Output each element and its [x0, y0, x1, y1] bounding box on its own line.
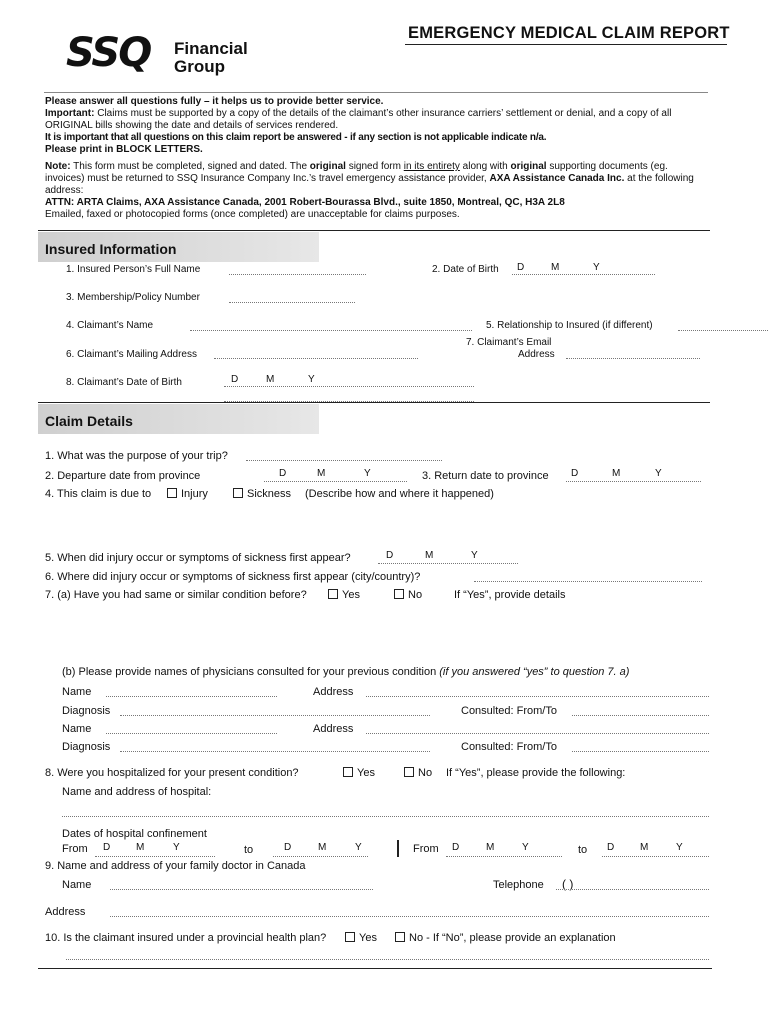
- sickness-note: (Describe how and where it happened): [305, 488, 494, 500]
- intro-print: Please print in BLOCK LETTERS.: [45, 144, 203, 155]
- relationship-field[interactable]: [678, 330, 768, 331]
- q-insured-name-label: 1. Insured Person’s Full Name: [66, 264, 201, 275]
- title-underline: [405, 44, 727, 45]
- first-appear-d: D: [386, 550, 394, 561]
- claimant-dob-d: D: [231, 374, 239, 385]
- same-condition-yes-box[interactable]: [328, 589, 338, 599]
- q-claimant-dob-label: 8. Claimant’s Date of Birth: [66, 377, 182, 388]
- logo-financial: Financial: [174, 39, 248, 58]
- confinement-to2-d: D: [607, 842, 615, 853]
- q-policy-label: 3. Membership/Policy Number: [66, 292, 200, 303]
- physician2-name-label: Name: [62, 723, 92, 735]
- confinement-from1-y: Y: [173, 842, 180, 853]
- provincial-no[interactable]: [395, 932, 616, 944]
- telephone-parens: ( ): [562, 877, 574, 891]
- physician2-address-label: Address: [313, 723, 354, 735]
- physician1-name-label: Name: [62, 686, 92, 698]
- intro-important: Important: Claims must be supported by a copy of the details of the claimant’s other insurance carriers’ settlement or denial, and a copy of all: [45, 108, 672, 119]
- claimant-dob-y: Y: [308, 374, 315, 385]
- q-where-label: 6. Where did injury occur or symptoms of sickness first appear (city/country)?: [45, 571, 421, 583]
- footer-divider: [38, 968, 712, 969]
- claimant-dob-m: M: [266, 374, 275, 385]
- departure-m: M: [317, 468, 326, 479]
- confinement-to2-field[interactable]: [602, 856, 709, 857]
- dob-m: M: [551, 262, 560, 273]
- sickness-label: Sickness: [247, 488, 292, 500]
- policy-field[interactable]: [229, 302, 355, 303]
- hospitalized-yes[interactable]: [343, 767, 375, 779]
- dob-y: Y: [593, 262, 600, 273]
- confinement-label: Dates of hospital confinement: [62, 828, 207, 840]
- physician1-address-field[interactable]: [366, 696, 709, 697]
- section-divider-1: [38, 230, 710, 231]
- hospitalized-no[interactable]: [404, 767, 432, 779]
- sickness-checkbox[interactable]: [233, 488, 291, 500]
- email-field[interactable]: [566, 358, 700, 359]
- return-y: Y: [655, 468, 662, 479]
- q-first-appear-label: 5. When did injury occur or symptoms of sickness first appear?: [45, 552, 351, 564]
- form-title: EMERGENCY MEDICAL CLAIM REPORT: [408, 24, 730, 42]
- q-due-to-label: 4. This claim is due to: [45, 488, 152, 500]
- physician2-name-field[interactable]: [106, 733, 277, 734]
- telephone-label: Telephone: [493, 879, 544, 891]
- dob-d: D: [517, 262, 525, 273]
- confinement-to1-y: Y: [355, 842, 362, 853]
- confinement-to1-field[interactable]: [273, 856, 368, 857]
- q-claimant-name-label: 4. Claimant’s Name: [66, 320, 154, 331]
- insured-name-field[interactable]: [229, 274, 366, 275]
- q-trip-purpose-label: 1. What was the purpose of your trip?: [45, 450, 228, 462]
- return-field[interactable]: [566, 481, 701, 482]
- physician1-consulted-field[interactable]: [572, 715, 709, 716]
- q-email-address-label: Address: [518, 349, 555, 360]
- provincial-explanation-field[interactable]: [66, 959, 709, 960]
- confinement-to2-y: Y: [676, 842, 683, 853]
- hospitalized-following: If “Yes”, please provide the following:: [446, 767, 626, 779]
- provincial-yes[interactable]: [345, 932, 377, 944]
- confinement-from1-field[interactable]: [95, 856, 215, 857]
- mailing-address-field[interactable]: [214, 358, 418, 359]
- logo-group: Group: [174, 57, 225, 76]
- hospital-name-label: Name and address of hospital:: [62, 786, 212, 798]
- confinement-from2-y: Y: [522, 842, 529, 853]
- header-divider: [44, 92, 708, 93]
- dob-field[interactable]: [512, 274, 655, 275]
- q-dob-label: 2. Date of Birth: [432, 264, 499, 275]
- intro-note-2: invoices) must be returned to SSQ Insurance Company Inc.’s travel emergency assistance provider, AXA Assistance Canada Inc. at the following: [45, 173, 694, 184]
- claim-section-title: Claim Details: [45, 413, 133, 429]
- first-appear-y: Y: [471, 550, 478, 561]
- physician2-diagnosis-field[interactable]: [120, 751, 430, 752]
- intro-na: It is important that all questions on this claim report be answered - if any section is not applicable indicate n/a.: [45, 132, 547, 143]
- same-condition-no-box[interactable]: [394, 589, 404, 599]
- intro-note: Note: This form must be completed, signed and dated. The original signed form in its entirety along with original supporting documents (eg.: [45, 161, 668, 172]
- trip-purpose-field[interactable]: [246, 460, 442, 461]
- q-same-condition-label: 7. (a) Have you had same or similar condition before?: [45, 589, 307, 601]
- family-doctor-name-label: Name: [62, 879, 92, 891]
- provincial-no-label: No - If “No”, please provide an explanation: [409, 932, 616, 944]
- q-return-label: 3. Return date to province: [422, 470, 549, 482]
- q-mailing-label: 6. Claimant’s Mailing Address: [66, 349, 197, 360]
- confinement-from2-m: M: [486, 842, 495, 853]
- family-doctor-name-field[interactable]: [110, 889, 373, 890]
- claimant-dob-field[interactable]: [224, 386, 474, 387]
- yes-label: Yes: [359, 932, 377, 944]
- same-condition-details: If “Yes”, provide details: [454, 589, 566, 601]
- confinement-to2-m: M: [640, 842, 649, 853]
- same-condition-no[interactable]: [394, 589, 422, 601]
- physician2-consulted-label: Consulted: From/To: [461, 741, 557, 753]
- intro-emailed: Emailed, faxed or photocopied forms (once completed) are unacceptable for claims purposes.: [45, 209, 460, 220]
- yes-label: Yes: [357, 767, 375, 779]
- hospitalized-no-box[interactable]: [404, 767, 414, 777]
- physician1-diagnosis-label: Diagnosis: [62, 705, 111, 717]
- return-d: D: [571, 468, 579, 479]
- where-field[interactable]: [474, 581, 702, 582]
- departure-field[interactable]: [264, 481, 407, 482]
- confinement-from2-label: From: [413, 843, 439, 855]
- physician1-consulted-label: Consulted: From/To: [461, 705, 557, 717]
- same-condition-yes[interactable]: [328, 589, 360, 601]
- intro-line1: Please answer all questions fully – it helps us to provide better service.: [45, 96, 384, 107]
- first-appear-field[interactable]: [378, 563, 518, 564]
- confinement-from1-label: From: [62, 843, 88, 855]
- hospitalized-yes-box[interactable]: [343, 767, 353, 777]
- q-relationship-label: 5. Relationship to Insured (if different): [486, 320, 653, 331]
- confinement-from1-d: D: [103, 842, 111, 853]
- q-provincial-plan-label: 10. Is the claimant insured under a provincial health plan?: [45, 932, 327, 944]
- no-label: No: [418, 767, 433, 779]
- confinement-to2-label: to: [578, 844, 588, 856]
- claimant-name-field[interactable]: [190, 330, 472, 331]
- first-appear-m: M: [425, 550, 434, 561]
- physician1-diagnosis-field[interactable]: [120, 715, 430, 716]
- physician2-consulted-field[interactable]: [572, 751, 709, 752]
- provincial-no-box[interactable]: [395, 932, 405, 942]
- section-divider-2: [38, 402, 710, 403]
- hospital-name-field[interactable]: [62, 816, 709, 817]
- confinement-from2-field[interactable]: [446, 856, 562, 857]
- q-hospitalized-label: 8. Were you hospitalized for your present condition?: [45, 767, 299, 779]
- confinement-to1-d: D: [284, 842, 292, 853]
- intro-attn: ATTN: ARTA Claims, AXA Assistance Canada, 2001 Robert-Bourassa Blvd., suite 1850, Montreal, QC, H3A 2L8: [45, 197, 565, 208]
- insured-section-title: Insured Information: [45, 241, 177, 257]
- injury-checkbox-box[interactable]: [167, 488, 177, 498]
- physician2-address-field[interactable]: [366, 733, 709, 734]
- injury-label: Injury: [181, 488, 208, 500]
- departure-y: Y: [364, 468, 371, 479]
- departure-d: D: [279, 468, 287, 479]
- telephone-field[interactable]: [556, 889, 709, 890]
- confinement-to1-m: M: [318, 842, 327, 853]
- q-email-label: 7. Claimant’s Email: [466, 337, 552, 348]
- confinement-from2-d: D: [452, 842, 460, 853]
- return-m: M: [612, 468, 621, 479]
- intro-important-2: ORIGINAL bills showing the date and details of services rendered.: [45, 120, 339, 131]
- family-doctor-address-field[interactable]: [110, 916, 709, 917]
- intro-note-3: address:: [45, 185, 84, 196]
- yes-label: Yes: [342, 589, 360, 601]
- q-departure-label: 2. Departure date from province: [45, 470, 201, 482]
- ssq-logo: [66, 30, 150, 76]
- provincial-yes-box[interactable]: [345, 932, 355, 942]
- physician1-name-field[interactable]: [106, 696, 277, 697]
- confinement-from1-m: M: [136, 842, 145, 853]
- no-label: No: [408, 589, 423, 601]
- logo-mark: SSQ: [66, 30, 151, 76]
- family-doctor-address-label: Address: [45, 906, 86, 918]
- confinement-to1-label: to: [244, 844, 254, 856]
- physician1-address-label: Address: [313, 686, 354, 698]
- q-physicians-label: (b) Please provide names of physicians consulted for your previous condition (if you answered “yes” to question 7. a): [62, 666, 630, 678]
- physician2-diagnosis-label: Diagnosis: [62, 741, 111, 753]
- q-family-doctor-label: 9. Name and address of your family doctor in Canada: [45, 860, 306, 872]
- injury-checkbox[interactable]: [167, 488, 208, 500]
- confinement-separator: [397, 840, 399, 857]
- sickness-checkbox-box[interactable]: [233, 488, 243, 498]
